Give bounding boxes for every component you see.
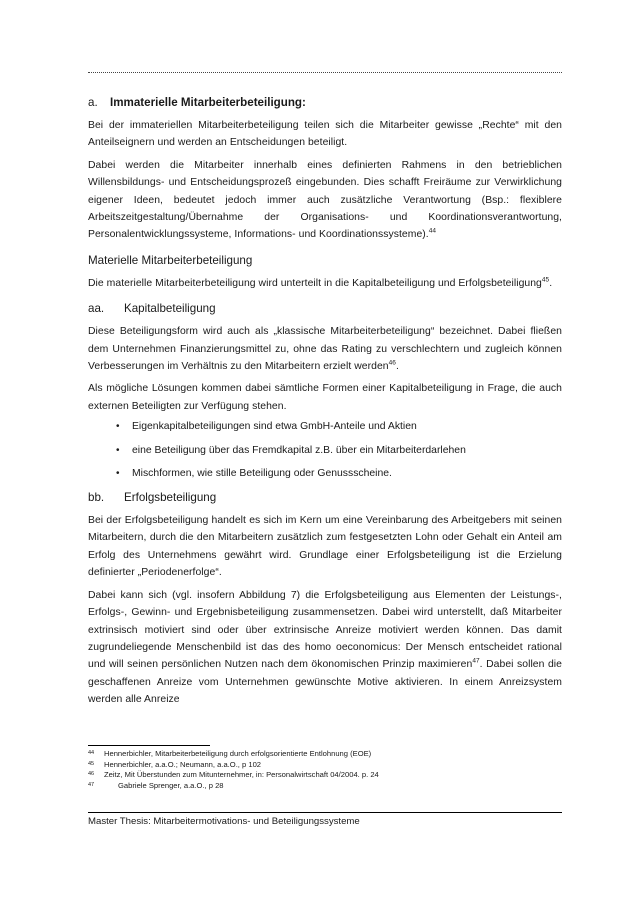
footnote-47 <box>88 781 562 792</box>
footnote-mark: 44 <box>88 750 95 756</box>
section-aa-paragraph-1-end: . <box>395 361 399 373</box>
section-a-heading <box>88 95 562 111</box>
footer-rule <box>88 812 562 813</box>
footnote-text: Hennerbichler, Mitarbeiterbeteiligung durch erfolgsorientierte Entlohnung (EOE) <box>104 749 372 758</box>
footnote-ref-47: 47 <box>472 657 480 665</box>
footnote-text: Zeitz, Mit Überstunden zum Mitunternehmer, in: Personalwirtschaft 04/2004. p. 24 <box>104 770 379 780</box>
list-item-text: Mischformen, wie stille Beteiligung oder Genussscheine. <box>132 468 392 480</box>
footnotes <box>88 749 562 791</box>
section-a-title: Immaterielle Mitarbeiterbeteiligung: <box>110 96 306 109</box>
section-aa-number: aa. <box>88 302 105 316</box>
footnote-46 <box>88 770 562 781</box>
footnote-45 <box>88 760 562 771</box>
list-item-text: eine Beteiligung über das Fremdkapital z.B. über ein Mitarbeiterdarlehen <box>132 444 466 456</box>
bullet-icon: • <box>116 468 120 480</box>
section-materielle-paragraph <box>88 275 562 292</box>
list-item <box>88 466 562 481</box>
list-item <box>88 419 562 434</box>
header-dotted-rule <box>88 72 562 73</box>
footnote-text: Hennerbichler, a.a.O.; Neumann, a.a.O., p 102 <box>104 759 262 769</box>
footnote-mark: 46 <box>88 771 95 778</box>
footnote-mark: 47 <box>88 781 95 788</box>
footnote-separator <box>88 745 210 746</box>
section-a-paragraph-1: Bei der immateriellen Mitarbeiterbeteiligung teilen sich die Mitarbeiter gewisse „Rechte“ mit den Anteilseignern und werden an Entscheidungen beteiligt. <box>88 120 562 149</box>
list-item <box>88 443 562 458</box>
section-aa-heading <box>88 301 562 317</box>
section-bb-paragraph-1: Bei der Erfolgsbeteiligung handelt es sich im Kern um eine Vereinbarung des Arbeitgebers mit seinen Mitarbeitern, durch die den Mitarbeitern zusätzlich zum festgesetzten Lohn oder Gehalt ein Anteil am Erfolg des Unternehmens gewährt wird. Grundlage einer Erfolgsbeteiligung ist die Erzielung definierter „Periodenerfolge“. <box>88 515 562 579</box>
section-bb-paragraph-2-end: . Dabei sollen die geschaffenen Anreize vom Unternehmen gewünschte Motive aktivieren. In einem Anreizsystem werden alle Anreize <box>88 659 562 706</box>
footnote-mark: 45 <box>88 760 95 767</box>
section-materielle-end: . <box>549 277 553 289</box>
section-bb-paragraph-2 <box>88 587 562 709</box>
bullet-icon: • <box>116 444 120 456</box>
section-aa-paragraph-2: Als mögliche Lösungen kommen dabei sämtliche Formen einer Kapitalbeteiligung in Frage, die auch externen Beteiligten zur Verfügung stehen. <box>88 383 562 412</box>
kapitalbeteiligung-list <box>88 419 562 481</box>
section-materielle-text: Die materielle Mitarbeiterbeteiligung wird unterteilt in die Kapitalbeteiligung und Erfolgsbeteiligung <box>88 277 542 289</box>
section-aa-paragraph-1 <box>88 323 562 375</box>
footnote-44 <box>88 749 562 760</box>
section-bb-title: Erfolgsbeteiligung <box>124 491 217 505</box>
section-bb-paragraph-2-text: Dabei kann sich (vgl. insofern Abbildung 7) die Erfolgsbeteiligung aus Elementen der Leistungs-, Erfolgs-, Gewinn- und Ergebnisbeteiligung zusammensetzen. Dabei wird unterstellt, daß Mitarbeiter extrinsisch motiviert sind oder über extrinsische Anreize motiviert werden können. Das damit zugrundeliegende Menschenbild ist das des homo oeconomicus: Der Mensch entscheidet rational und will seinen persönlichen Nutzen nach dem ökonomischen Prinzip maximieren <box>88 589 562 671</box>
section-materielle-heading: Materielle Mitarbeiterbeteiligung <box>88 253 253 267</box>
section-bb-number: bb. <box>88 491 105 505</box>
footnote-ref-46: 46 <box>388 359 396 367</box>
section-aa-paragraph-1-text: Diese Beteiligungsform wird auch als „klassische Mitarbeiterbeteiligung“ bezeichnet. Dabei fließen dem Unternehmen Finanzierungsmittel zu, ohne das Rating zu verschlechtern und zugleich können Verbesserungen im Verhältnis zu den Mitarbeitern erzielt werden <box>88 326 562 373</box>
section-aa-title: Kapitalbeteiligung <box>124 302 216 316</box>
section-a-number: a. <box>88 96 98 109</box>
footnote-text: Gabriele Sprenger, a.a.O., p 28 <box>118 780 224 790</box>
footnote-ref-45: 45 <box>541 276 550 284</box>
page-footer: Master Thesis: Mitarbeitermotivations- und Beteiligungssysteme <box>88 816 360 827</box>
section-a-paragraph-2-text: Dabei werden die Mitarbeiter innerhalb eines definierten Rahmens in den betrieblichen Willensbildungs- und Entscheidungsprozeß eingebunden. Dies schafft Freiräume zur Verwirklichung eigener Ideen, bedeutet jedoch immer auch zusätzliche Verantwortung (Bsp.: flexiblere Arbeitszeitgestaltung/Übernahme der Organisations- und Koordinationsverantwortung, Personalentwicklungssysteme, Informations- und Koordinationssysteme). <box>88 159 562 241</box>
footnote-ref-44: 44 <box>428 227 437 235</box>
section-bb-heading <box>88 490 562 506</box>
section-a-paragraph-2 <box>88 157 562 244</box>
bullet-icon: • <box>116 421 120 433</box>
list-item-text: Eigenkapitalbeteiligungen sind etwa GmbH-Anteile und Aktien <box>132 421 417 433</box>
page-body <box>88 94 562 709</box>
